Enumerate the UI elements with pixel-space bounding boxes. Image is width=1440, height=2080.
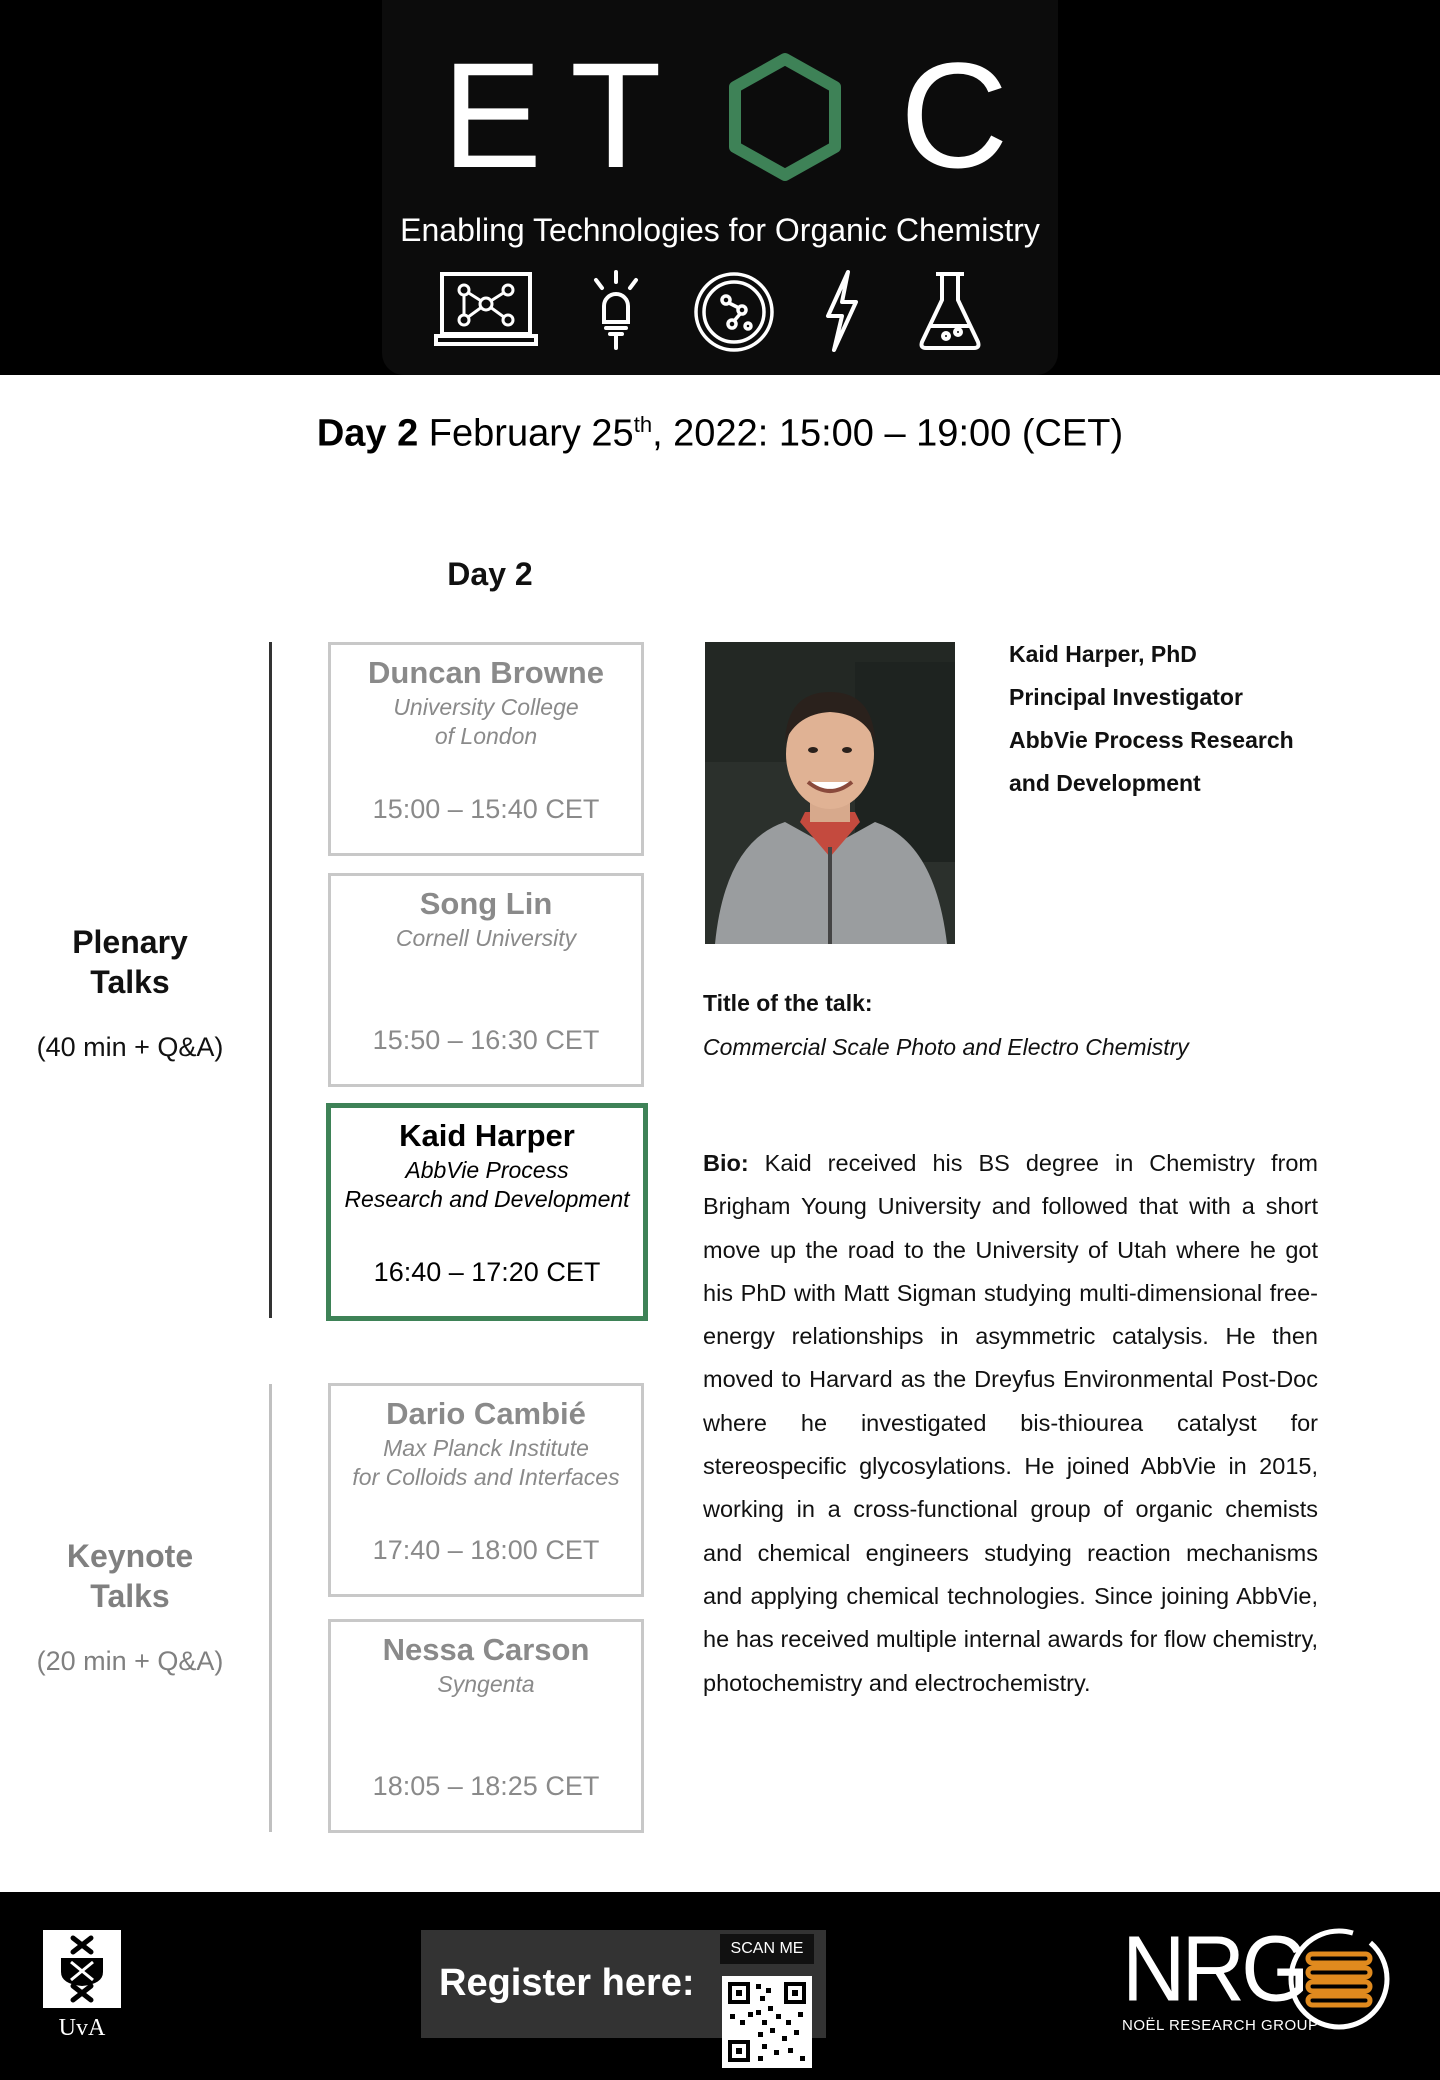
speaker-bio bbox=[703, 1142, 1318, 1705]
laptop-network-icon bbox=[434, 270, 538, 350]
speaker-org-line2: and Development bbox=[1009, 770, 1201, 796]
talk-card[interactable] bbox=[328, 642, 644, 856]
talk-time: 16:40 – 17:20 CET bbox=[373, 1257, 601, 1287]
talk-time: 15:00 – 15:40 CET bbox=[372, 794, 600, 824]
lightbulb-icon bbox=[588, 270, 644, 352]
uva-logo bbox=[43, 1930, 121, 2008]
plenary-duration: (40 min + Q&A) bbox=[36, 1032, 224, 1062]
talk-time: 17:40 – 18:00 CET bbox=[372, 1535, 600, 1565]
heading-date-suffix: th bbox=[633, 412, 653, 437]
talk-affiliation: University College of London bbox=[393, 694, 579, 749]
heading-date: February 25 bbox=[418, 412, 634, 455]
keynote-duration: (20 min + Q&A) bbox=[36, 1646, 224, 1676]
talk-card-active[interactable] bbox=[326, 1103, 648, 1321]
talk-speaker-name: Duncan Browne bbox=[368, 655, 604, 690]
talk-affiliation: AbbVie Process Research and Development bbox=[344, 1157, 630, 1212]
talk-speaker-name: Dario Cambié bbox=[386, 1396, 586, 1431]
logo-letter-c: C bbox=[900, 31, 1009, 199]
speaker-role: Principal Investigator bbox=[1009, 684, 1243, 710]
qr-code[interactable] bbox=[722, 1976, 812, 2068]
logo-letter-t: T bbox=[570, 31, 662, 199]
heading-day: Day 2 bbox=[316, 412, 419, 455]
logo-letter-e: E bbox=[442, 31, 543, 199]
nrg-coil-icon bbox=[1284, 1924, 1394, 2034]
petri-dish-icon bbox=[692, 270, 776, 354]
talk-title-label: Title of the talk: bbox=[703, 990, 873, 1016]
talk-affiliation: Max Planck Institute for Colloids and Interfaces bbox=[352, 1435, 620, 1490]
keynote-timeline-bar bbox=[269, 1384, 272, 1832]
plenary-talks-title bbox=[20, 922, 240, 1002]
plenary-title-line1: Plenary bbox=[72, 924, 188, 960]
bio-label: Bio: bbox=[703, 1150, 749, 1176]
bio-text: Kaid received his BS degree in Chemistry from Brigham Young University and followed that with a short move up the road to the University of Utah where he got his PhD with Matt Sigman studying multi-dimensional free-energy relationships in asymmetric catalysis. He then moved to Harvard as the Dreyfus Environmental Post-Doc where he investigated bis-thiourea catalyst for stereospecific glycosylations. He joined AbbVie in 2015, working in a cross-functional group of organic chemists and chemical engineers studying reaction mechanisms and applying chemical technologies. Since joining AbbVie, he has received multiple internal awards for flow chemistry, photochemistry and electrochemistry. bbox=[703, 1150, 1318, 1696]
speaker-photo bbox=[705, 642, 955, 944]
etoc-logo bbox=[382, 0, 1058, 375]
keynote-title-line1: Keynote bbox=[66, 1538, 194, 1574]
hexagon-icon bbox=[722, 52, 848, 182]
nrg-logo-text: NRG bbox=[1122, 1916, 1306, 2021]
talk-speaker-name: Kaid Harper bbox=[399, 1118, 575, 1153]
register-label: Register here: bbox=[439, 1962, 695, 2004]
nrg-subtitle: NOËL RESEARCH GROUP bbox=[1122, 2017, 1319, 2034]
keynote-title-line2: Talks bbox=[90, 1578, 170, 1614]
flask-icon bbox=[918, 270, 982, 352]
event-date-heading bbox=[0, 412, 1440, 456]
scan-me-label: SCAN ME bbox=[720, 1934, 814, 1964]
talk-card[interactable] bbox=[328, 873, 644, 1087]
talk-time: 15:50 – 16:30 CET bbox=[372, 1025, 600, 1055]
heading-time: , 2022: 15:00 – 19:00 (CET) bbox=[652, 412, 1124, 455]
speaker-name: Kaid Harper, PhD bbox=[1009, 641, 1197, 667]
talk-card[interactable] bbox=[328, 1383, 644, 1597]
talk-time: 18:05 – 18:25 CET bbox=[372, 1771, 600, 1801]
keynote-talks-title bbox=[20, 1536, 240, 1616]
speaker-org-line1: AbbVie Process Research bbox=[1009, 727, 1294, 753]
talk-title: Commercial Scale Photo and Electro Chemistry bbox=[703, 1034, 1189, 1060]
lightning-icon bbox=[822, 270, 862, 352]
logo-tagline: Enabling Technologies for Organic Chemistry bbox=[400, 212, 1040, 248]
plenary-timeline-bar bbox=[269, 642, 272, 1318]
talk-affiliation: Syngenta bbox=[437, 1671, 535, 1697]
talk-speaker-name: Song Lin bbox=[419, 886, 553, 921]
talk-speaker-name: Nessa Carson bbox=[382, 1632, 590, 1667]
uva-label: UvA bbox=[58, 2015, 106, 2041]
plenary-title-line2: Talks bbox=[90, 964, 170, 1000]
talk-card[interactable] bbox=[328, 1619, 644, 1833]
talk-affiliation: Cornell University bbox=[395, 925, 577, 951]
day-column-label: Day 2 bbox=[447, 556, 533, 592]
